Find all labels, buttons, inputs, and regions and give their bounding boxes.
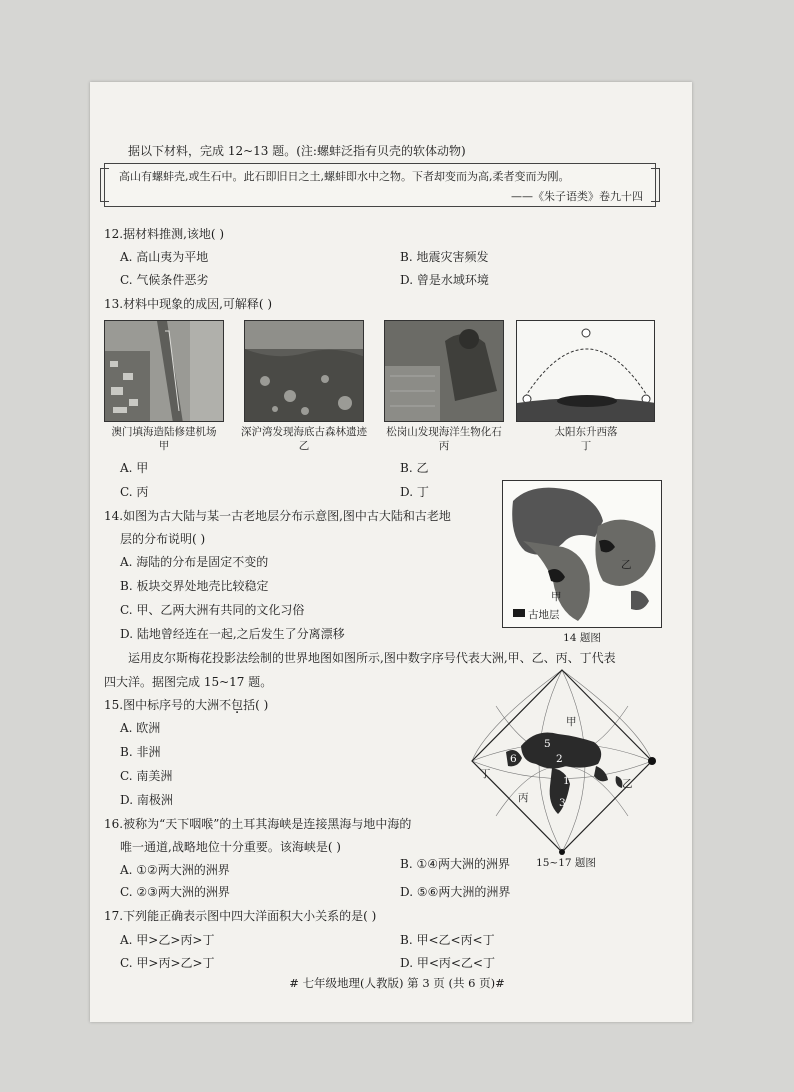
material-intro: 据以下材料，完成 12~13 题。(注:螺蚌泛指有贝壳的软体动物) <box>128 144 466 158</box>
q14-option-a[interactable]: A. 海陆的分布是固定不变的 <box>120 555 269 569</box>
q16-option-b[interactable]: B. ①④两大洲的洲界 <box>400 857 510 871</box>
q16-option-c[interactable]: C. ②③两大洲的洲界 <box>120 885 230 899</box>
photo-3-caption: 松岗山发现海洋生物化石 <box>386 426 502 438</box>
quote-source: ——《朱子语类》卷九十四 <box>511 190 643 203</box>
q15-option-c[interactable]: C. 南美洲 <box>120 769 173 783</box>
q15-option-a[interactable]: A. 欧洲 <box>120 721 161 735</box>
peirce-quincuncial-map <box>466 666 658 856</box>
q15-stem-pre: 15.图中标序号的大洲 <box>104 698 220 712</box>
q16-option-a[interactable]: A. ①②两大洲的洲界 <box>120 863 230 877</box>
q12-stem: 12.据材料推测,该地( ) <box>104 227 225 241</box>
q17-option-c[interactable]: C. 甲>丙>乙>丁 <box>120 956 215 970</box>
q15-stem-emphasis: 不包括 <box>219 698 256 712</box>
q17-option-d[interactable]: D. 甲<丙<乙<丁 <box>400 956 495 970</box>
q14-option-d[interactable]: D. 陆地曾经连在一起,之后发生了分离漂移 <box>120 627 345 641</box>
photo-1-caption: 澳门填海造陆修建机场 <box>111 426 217 438</box>
photo-2-tag: 乙 <box>298 440 310 452</box>
q14-option-b[interactable]: B. 板块交界处地壳比较稳定 <box>120 579 269 593</box>
map-label-yi: 乙 <box>622 778 633 790</box>
map14-label-jia: 甲 <box>551 591 562 603</box>
q12-option-a[interactable]: A. 高山夷为平地 <box>120 250 209 264</box>
photo-3-tag: 丙 <box>438 440 450 452</box>
photo-2-caption: 深沪湾发现海底古森林遗迹 <box>241 426 367 438</box>
q16-stem-line1: 16.被称为“天下咽喉”的土耳其海峡是连接黑海与地中海的 <box>104 817 412 831</box>
q13-option-b[interactable]: B. 乙 <box>400 461 429 475</box>
diagram-sun-path <box>516 320 655 422</box>
map-label-5: 5 <box>544 738 551 750</box>
q16-stem-line2: 唯一通道,战略地位十分重要。该海峡是( ) <box>120 840 341 854</box>
material-intro-2-line1: 运用皮尔斯梅花投影法绘制的世界地图如图所示,图中数字序号代表大洲,甲、乙、丙、丁代表 <box>128 651 616 665</box>
q15-stem-post: ( ) <box>255 698 269 712</box>
photo-4-tag: 丁 <box>580 440 592 452</box>
q12-option-b[interactable]: B. 地震灾害频发 <box>400 250 489 264</box>
map14-label-yi: 乙 <box>621 559 632 571</box>
photo-ancient-forest <box>244 320 364 422</box>
map-label-jia: 甲 <box>566 716 577 728</box>
material-intro-2-line2: 四大洋。据图完成 15~17 题。 <box>104 675 273 689</box>
map-label-ding: 丁 <box>480 768 491 780</box>
q13-stem: 13.材料中现象的成因,可解释( ) <box>104 297 273 311</box>
q16-option-d[interactable]: D. ⑤⑥两大洲的洲界 <box>400 885 511 899</box>
q15-option-b[interactable]: B. 非洲 <box>120 745 161 759</box>
q13-option-a[interactable]: A. 甲 <box>120 461 149 475</box>
ancient-continent-map <box>502 480 662 628</box>
photo-marine-fossil <box>384 320 504 422</box>
photo-4-caption: 太阳东升西落 <box>554 426 618 438</box>
fig14-caption: 14 题图 <box>563 632 601 644</box>
photo-macau-airport <box>104 320 224 422</box>
quote-text: 高山有螺蚌壳,或生石中。此石即旧日之土,螺蚌即水中之物。下者却变而为高,柔者变而为刚。 <box>119 170 570 183</box>
quote-box <box>104 163 656 207</box>
q13-option-d[interactable]: D. 丁 <box>400 485 429 499</box>
q14-stem-line2: 层的分布说明( ) <box>120 532 206 546</box>
q13-option-c[interactable]: C. 丙 <box>120 485 149 499</box>
q15-stem <box>104 697 268 713</box>
fig15-17-caption: 15~17 题图 <box>536 857 596 869</box>
q17-stem: 17.下列能正确表示图中四大洋面积大小关系的是( ) <box>104 909 377 923</box>
map-label-6: 6 <box>510 753 517 765</box>
map-label-3: 3 <box>559 797 566 809</box>
map-label-bing: 丙 <box>518 792 529 804</box>
map14-legend: 古地层 <box>528 609 560 621</box>
q12-option-c[interactable]: C. 气候条件恶劣 <box>120 273 209 287</box>
photo-1-tag: 甲 <box>158 440 170 452</box>
page-footer: # 七年级地理(人教版) 第 3 页 (共 6 页)# <box>289 976 505 990</box>
map-label-1: 1 <box>563 775 570 787</box>
map-label-2: 2 <box>556 753 563 765</box>
q14-stem-line1: 14.如图为古大陆与某一古老地层分布示意图,图中古大陆和古老地 <box>104 509 451 523</box>
q15-option-d[interactable]: D. 南极洲 <box>120 793 173 807</box>
q17-option-b[interactable]: B. 甲<乙<丙<丁 <box>400 933 495 947</box>
q17-option-a[interactable]: A. 甲>乙>丙>丁 <box>120 933 215 947</box>
q12-option-d[interactable]: D. 曾是水域环境 <box>400 273 489 287</box>
q14-option-c[interactable]: C. 甲、乙两大洲有共同的文化习俗 <box>120 603 305 617</box>
